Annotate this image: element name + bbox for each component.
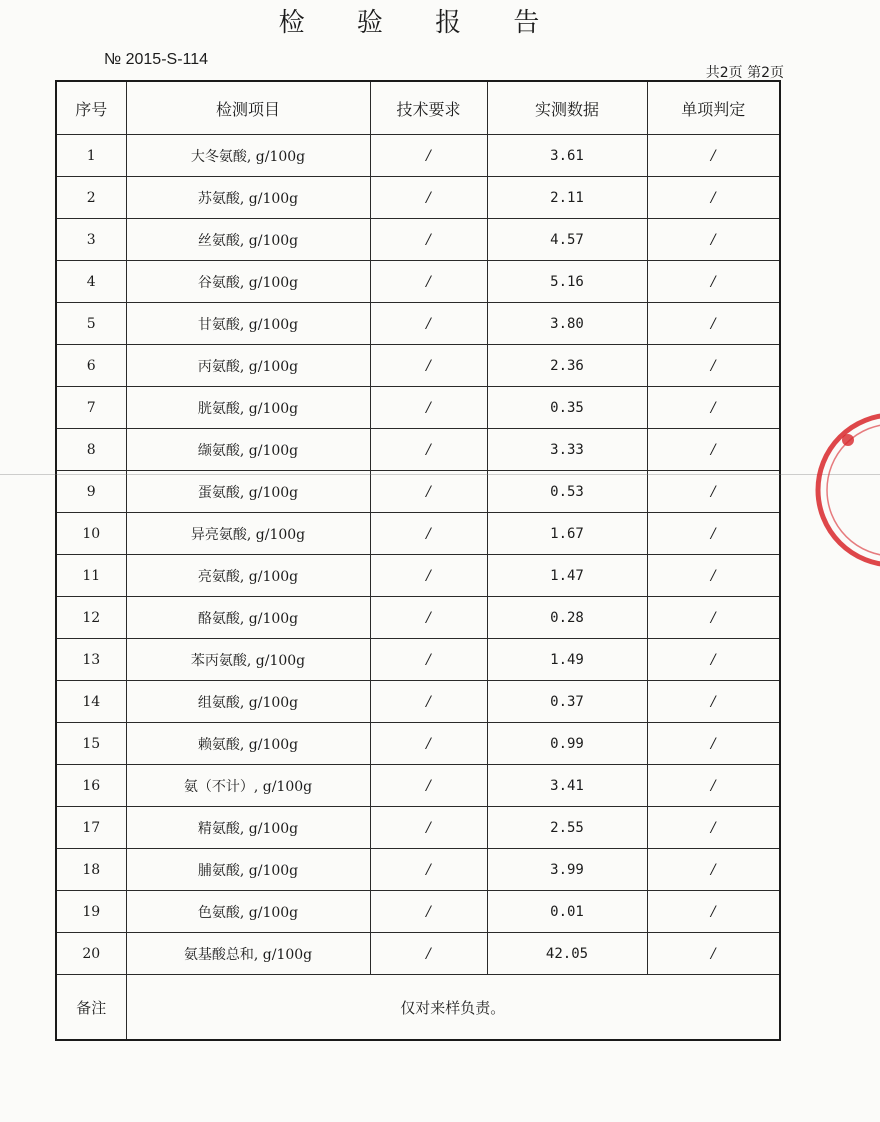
table-row (56, 723, 780, 765)
cell-requirement: / (370, 891, 487, 933)
cell-requirement: / (370, 765, 487, 807)
cell-item: 丙氨酸, g/100g (126, 345, 370, 387)
cell-item: 酪氨酸, g/100g (126, 597, 370, 639)
cell-no: 1 (56, 135, 126, 177)
cell-judgement: / (647, 597, 780, 639)
table-row (56, 597, 780, 639)
cell-no: 6 (56, 345, 126, 387)
remark-label: 备注 (56, 975, 126, 1041)
cell-requirement: / (370, 387, 487, 429)
table-row (56, 639, 780, 681)
cell-judgement: / (647, 177, 780, 219)
cell-judgement: / (647, 891, 780, 933)
cell-requirement: / (370, 429, 487, 471)
header-item: 检测项目 (126, 81, 370, 135)
cell-item: 氨基酸总和, g/100g (126, 933, 370, 975)
table-row (56, 177, 780, 219)
report-number: № 2015-S-114 (104, 51, 209, 68)
cell-item: 缬氨酸, g/100g (126, 429, 370, 471)
cell-no: 19 (56, 891, 126, 933)
cell-item: 色氨酸, g/100g (126, 891, 370, 933)
cell-measured: 0.01 (487, 891, 647, 933)
table-row (56, 681, 780, 723)
remark-row (56, 975, 780, 1041)
cell-judgement: / (647, 471, 780, 513)
cell-judgement: / (647, 513, 780, 555)
cell-item: 精氨酸, g/100g (126, 807, 370, 849)
cell-no: 16 (56, 765, 126, 807)
cell-measured: 3.61 (487, 135, 647, 177)
cell-measured: 0.35 (487, 387, 647, 429)
cell-requirement: / (370, 345, 487, 387)
cell-requirement: / (370, 555, 487, 597)
cell-judgement: / (647, 723, 780, 765)
table-row (56, 219, 780, 261)
table-row (56, 345, 780, 387)
cell-requirement: / (370, 261, 487, 303)
header-requirement: 技术要求 (370, 81, 487, 135)
cell-measured: 3.99 (487, 849, 647, 891)
cell-requirement: / (370, 303, 487, 345)
table-row (56, 765, 780, 807)
table-row (56, 513, 780, 555)
results-table (55, 80, 781, 1041)
table-row (56, 555, 780, 597)
cell-item: 丝氨酸, g/100g (126, 219, 370, 261)
cell-judgement: / (647, 933, 780, 975)
cell-measured: 1.67 (487, 513, 647, 555)
cell-judgement: / (647, 429, 780, 471)
cell-no: 4 (56, 261, 126, 303)
cell-item: 亮氨酸, g/100g (126, 555, 370, 597)
cell-item: 谷氨酸, g/100g (126, 261, 370, 303)
header-no: 序号 (56, 81, 126, 135)
table-body (56, 135, 780, 975)
cell-requirement: / (370, 639, 487, 681)
cell-measured: 5.16 (487, 261, 647, 303)
cell-no: 18 (56, 849, 126, 891)
cell-item: 赖氨酸, g/100g (126, 723, 370, 765)
cell-measured: 0.28 (487, 597, 647, 639)
cell-judgement: / (647, 135, 780, 177)
cell-judgement: / (647, 303, 780, 345)
cell-measured: 0.37 (487, 681, 647, 723)
cell-measured: 0.99 (487, 723, 647, 765)
table-row (56, 387, 780, 429)
cell-no: 17 (56, 807, 126, 849)
cell-no: 3 (56, 219, 126, 261)
cell-item: 异亮氨酸, g/100g (126, 513, 370, 555)
cell-requirement: / (370, 723, 487, 765)
cell-no: 9 (56, 471, 126, 513)
table-row (56, 807, 780, 849)
cell-measured: 3.80 (487, 303, 647, 345)
cell-judgement: / (647, 219, 780, 261)
cell-item: 苯丙氨酸, g/100g (126, 639, 370, 681)
cell-judgement: / (647, 681, 780, 723)
cell-no: 20 (56, 933, 126, 975)
red-seal-stamp (808, 400, 880, 580)
cell-no: 11 (56, 555, 126, 597)
cell-measured: 3.33 (487, 429, 647, 471)
cell-measured: 3.41 (487, 765, 647, 807)
cell-judgement: / (647, 765, 780, 807)
cell-item: 氨（不计）, g/100g (126, 765, 370, 807)
cell-measured: 1.49 (487, 639, 647, 681)
cell-judgement: / (647, 387, 780, 429)
table-row (56, 471, 780, 513)
cell-measured: 42.05 (487, 933, 647, 975)
cell-requirement: / (370, 135, 487, 177)
cell-no: 5 (56, 303, 126, 345)
cell-requirement: / (370, 513, 487, 555)
cell-requirement: / (370, 849, 487, 891)
cell-no: 13 (56, 639, 126, 681)
cell-measured: 4.57 (487, 219, 647, 261)
cell-item: 甘氨酸, g/100g (126, 303, 370, 345)
header-judgement: 单项判定 (647, 81, 780, 135)
cell-measured: 0.53 (487, 471, 647, 513)
cell-no: 2 (56, 177, 126, 219)
page-info: 共2页 第2页 (705, 65, 784, 81)
cell-item: 脯氨酸, g/100g (126, 849, 370, 891)
cell-requirement: / (370, 681, 487, 723)
table-row (56, 303, 780, 345)
table-row (56, 261, 780, 303)
cell-measured: 1.47 (487, 555, 647, 597)
cell-item: 苏氨酸, g/100g (126, 177, 370, 219)
cell-item: 大冬氨酸, g/100g (126, 135, 370, 177)
header-row (56, 81, 780, 135)
cell-requirement: / (370, 219, 487, 261)
cell-item: 蛋氨酸, g/100g (126, 471, 370, 513)
cell-no: 8 (56, 429, 126, 471)
cell-judgement: / (647, 345, 780, 387)
cell-no: 14 (56, 681, 126, 723)
cell-measured: 2.55 (487, 807, 647, 849)
report-title: 检 验 报 告 (278, 8, 562, 38)
cell-no: 7 (56, 387, 126, 429)
cell-requirement: / (370, 807, 487, 849)
cell-requirement: / (370, 933, 487, 975)
paper-fold-line (0, 474, 880, 475)
cell-judgement: / (647, 261, 780, 303)
cell-measured: 2.36 (487, 345, 647, 387)
cell-requirement: / (370, 471, 487, 513)
table-row (56, 933, 780, 975)
cell-judgement: / (647, 807, 780, 849)
cell-requirement: / (370, 597, 487, 639)
table-row (56, 849, 780, 891)
cell-item: 胱氨酸, g/100g (126, 387, 370, 429)
cell-judgement: / (647, 849, 780, 891)
cell-no: 10 (56, 513, 126, 555)
cell-requirement: / (370, 177, 487, 219)
cell-measured: 2.11 (487, 177, 647, 219)
table-row (56, 135, 780, 177)
cell-judgement: / (647, 639, 780, 681)
cell-no: 12 (56, 597, 126, 639)
cell-judgement: / (647, 555, 780, 597)
table-row (56, 891, 780, 933)
cell-item: 组氨酸, g/100g (126, 681, 370, 723)
remark-text: 仅对来样负责。 (126, 975, 780, 1041)
header-measured: 实测数据 (487, 81, 647, 135)
cell-no: 15 (56, 723, 126, 765)
table-row (56, 429, 780, 471)
